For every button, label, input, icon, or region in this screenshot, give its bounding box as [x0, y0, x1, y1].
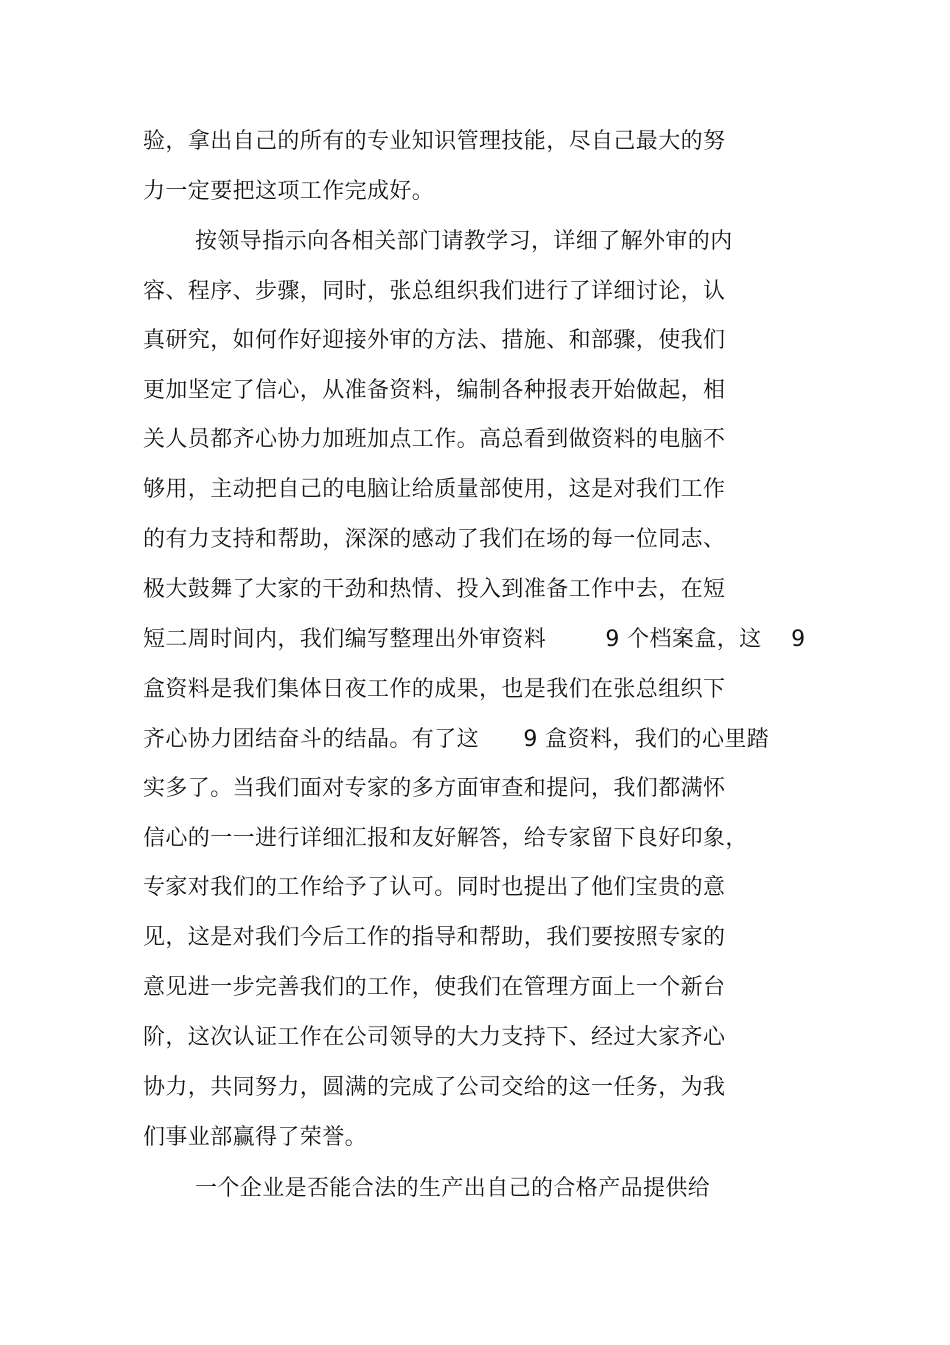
text-line: 信心的一一进行详细汇报和友好解答，给专家留下良好印象，	[143, 826, 748, 851]
text-line: 见，这是对我们今后工作的指导和帮助，我们要按照专家的	[143, 925, 726, 950]
text-line: 验，拿出自己的所有的专业知识管理技能，尽自己最大的努	[143, 129, 726, 154]
paragraph-first-line: 按领导指示向各相关部门请教学习，详细了解外审的内	[195, 229, 733, 254]
text-line: 们事业部赢得了荣誉。	[143, 1125, 368, 1150]
text-line: 阶，这次认证工作在公司领导的大力支持下、经过大家齐心	[143, 1025, 726, 1050]
text-line: 更加坚定了信心，从准备资料，编制各种报表开始做起，相	[143, 378, 726, 403]
paragraph-first-line: 一个企业是否能合法的生产出自己的合格产品提供给	[195, 1176, 711, 1201]
text-line: 短二周时间内，我们编写整理出外审资料 9 个档案盒，这 9	[143, 627, 806, 652]
text-line: 极大鼓舞了大家的干劲和热情、投入到准备工作中去，在短	[143, 577, 726, 602]
text-line: 容、程序、步骤，同时，张总组织我们进行了详细讨论，认	[143, 279, 726, 304]
text-line: 盒资料是我们集体日夜工作的成果，也是我们在张总组织下	[143, 677, 726, 702]
text-line: 力一定要把这项工作完成好。	[143, 179, 435, 204]
text-line: 的有力支持和帮助，深深的感动了我们在场的每一位同志、	[143, 527, 726, 552]
text-line: 真研究，如何作好迎接外审的方法、措施、和部骤，使我们	[143, 328, 726, 353]
text-line: 专家对我们的工作给予了认可。同时也提出了他们宝贵的意	[143, 875, 726, 900]
text-line: 关人员都齐心协力加班加点工作。高总看到做资料的电脑不	[143, 427, 726, 452]
text-line: 够用，主动把自己的电脑让给质量部使用，这是对我们工作	[143, 477, 726, 502]
text-line: 协力，共同努力，圆满的完成了公司交给的这一任务，为我	[143, 1075, 726, 1100]
text-line: 实多了。当我们面对专家的多方面审查和提问，我们都满怀	[143, 776, 726, 801]
text-line: 意见进一步完善我们的工作，使我们在管理方面上一个新台	[143, 975, 726, 1000]
text-line: 齐心协力团结奋斗的结晶。有了这 9 盒资料，我们的心里踏	[143, 727, 770, 752]
